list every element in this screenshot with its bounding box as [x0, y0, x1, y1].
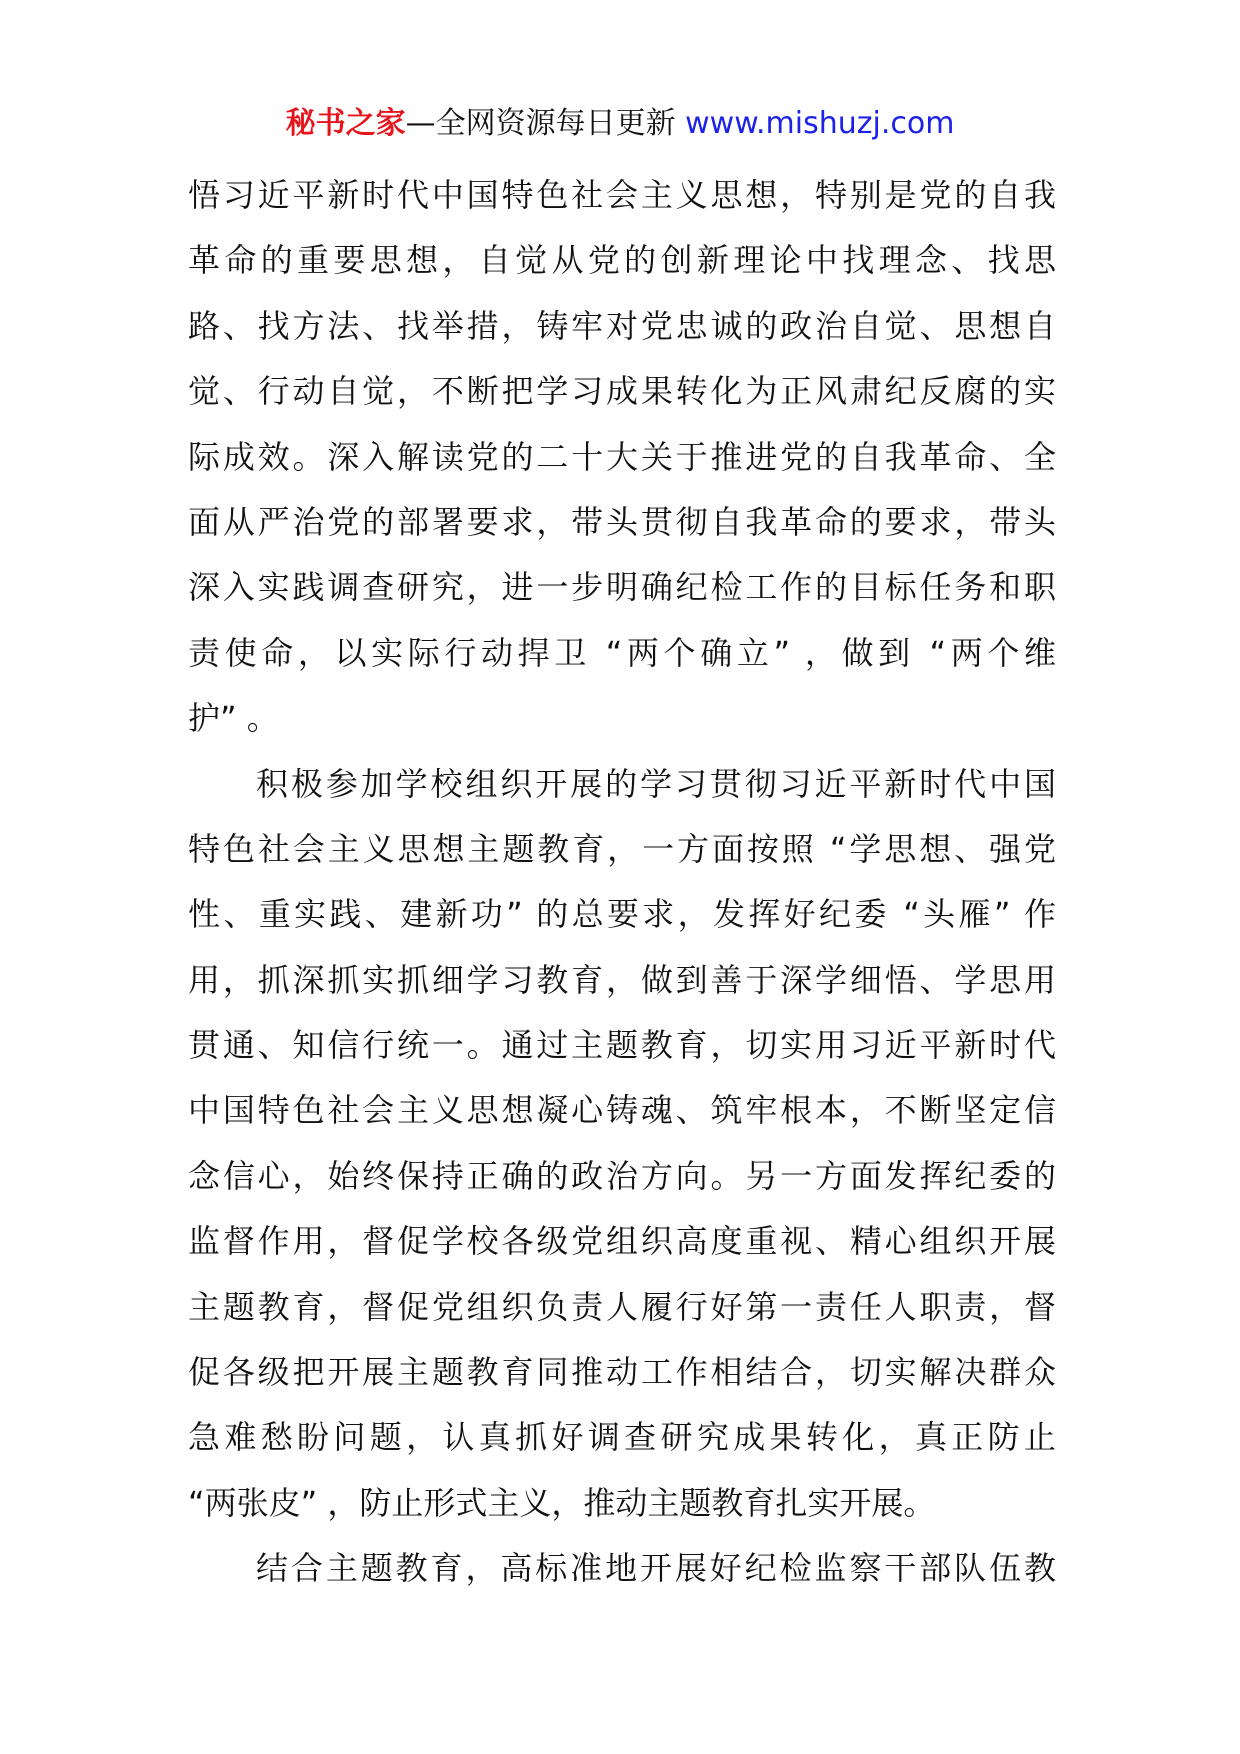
header-url[interactable]: www.mishuzj.com — [685, 106, 955, 141]
text-line: 际成效。深入解读党的二十大关于推进党的自我革命、全 — [188, 437, 1056, 476]
text-line: 急难愁盼问题，认真抓好调查研究成果转化，真正防止 — [188, 1418, 1056, 1457]
paragraph — [188, 163, 1056, 752]
page-header — [0, 100, 1240, 148]
text-line: 路、找方法、找举措，铸牢对党忠诚的政治自觉、思想自 — [188, 306, 1056, 345]
text-line: 念信心，始终保持正确的政治方向。另一方面发挥纪委的 — [188, 1156, 1056, 1195]
paragraph — [188, 752, 1056, 1537]
paragraph — [188, 1536, 1056, 1601]
text-line: “两张皮” ，防止形式主义，推动主题教育扎实开展。 — [188, 1483, 936, 1522]
text-line: 用，抓深抓实抓细学习教育，做到善于深学细悟、学思用 — [188, 960, 1056, 999]
text-line: 贯通、知信行统一。通过主题教育，切实用习近平新时代 — [188, 1026, 1056, 1065]
text-line: 结合主题教育，高标准地开展好纪检监察干部队伍教 — [256, 1549, 1056, 1588]
text-line: 积极参加学校组织开展的学习贯彻习近平新时代中国 — [256, 764, 1056, 803]
text-line: 特色社会主义思想主题教育，一方面按照 “学思想、强党 — [188, 829, 1056, 868]
text-line: 护” 。 — [188, 699, 279, 738]
text-line: 促各级把开展主题教育同推动工作相结合，切实解决群众 — [188, 1353, 1056, 1392]
text-line: 性、重实践、建新功” 的总要求，发挥好纪委 “头雁” 作 — [188, 895, 1056, 934]
text-line: 主题教育，督促党组织负责人履行好第一责任人职责，督 — [188, 1287, 1056, 1326]
text-line: 责使命，以实际行动捍卫 “两个确立” ，做到 “两个维 — [188, 633, 1056, 672]
text-line: 悟习近平新时代中国特色社会主义思想，特别是党的自我 — [188, 176, 1056, 214]
text-line: 深入实践调查研究，进一步明确纪检工作的目标任务和职 — [188, 568, 1056, 607]
header-brand: 秘书之家 — [285, 106, 406, 141]
text-line: 监督作用，督促学校各级党组织高度重视、精心组织开展 — [188, 1222, 1056, 1261]
document-body — [188, 163, 1056, 1602]
text-line: 觉、行动自觉，不断把学习成果转化为正风肃纪反腐的实 — [188, 372, 1056, 411]
text-line: 中国特色社会主义思想凝心铸魂、筑牢根本，不断坚定信 — [188, 1091, 1056, 1130]
header-tagline: —全网资源每日更新 — [405, 106, 686, 141]
text-line: 面从严治党的部署要求，带头贯彻自我革命的要求，带头 — [188, 502, 1056, 541]
text-line: 革命的重要思想，自觉从党的创新理论中找理念、找思 — [188, 241, 1056, 280]
